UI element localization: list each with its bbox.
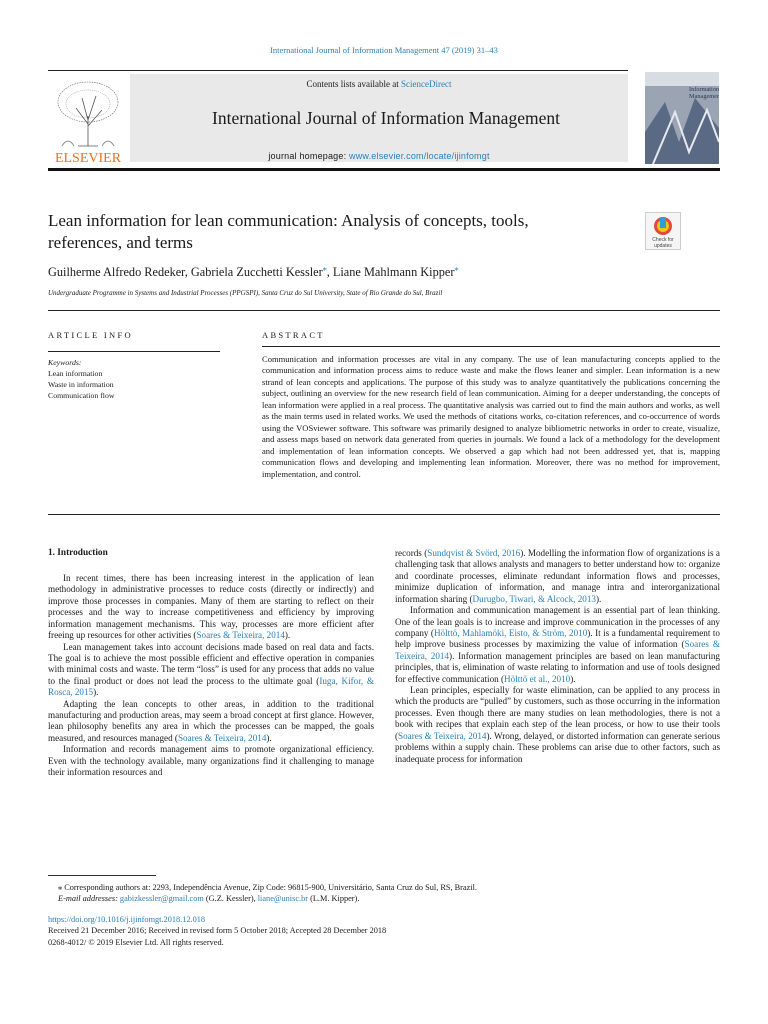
paragraph: In recent times, there has been increasing interest in the application of lean methodology in administrative processes to reduce costs (directly or indirectly) and improve those processes in companies. Many of them are starting to reflect on their processes and the way to increase competitiveness and efficiency by improving information management mechanisms. This way, processes are more efficient after freeing up resources for other activities (Soares & Teixeira, 2014). — [48, 573, 374, 641]
article-info-label: ARTICLE INFO — [48, 330, 133, 340]
citation-link[interactable]: Durugbo, Tiwari, & Alcock, 2013 — [472, 593, 596, 604]
cover-title-2: Management — [689, 93, 719, 100]
email-line: E-mail addresses: gabizkessler@gmail.com (G.Z. Kessler), liane@unisc.br (L.M. Kipper). — [58, 894, 360, 904]
paragraph: Adapting the lean concepts to other areas, in addition to the traditional manufacturing and production areas, may seem a broad concept at first glance. However, lean philosophy benefits any area in which the processes can be mapped, the goals measured, and resources managed (Soares & Teixeira, 2014). — [48, 698, 374, 743]
author-star-link-2[interactable]: ⁎ — [454, 264, 459, 273]
author-kipper: Liane Mahlmann Kipper — [332, 265, 455, 280]
paragraph: Lean principles, especially for waste elimination, can be applied to any process in which the products are “pulled” by customers, such as those occurring in the information processes. Even though there are many studies on lean methodologies, there is not a book with recipes that explain each step of the lean process, or how to use their tools (Soares & Teixeira, 2014). Wrong, delayed, or distorted information can generate serious problems within a supply chain. These problems can arise due to other factors, such as inadequate process for information — [395, 685, 720, 764]
citation-link[interactable]: Iuga, Kifor, & Rosca, 2015 — [48, 675, 374, 698]
keyword-item: Lean information — [48, 369, 103, 378]
email-label: E-mail addresses: — [58, 894, 120, 904]
article-dates: Received 21 December 2016; Received in revised form 5 October 2018; Accepted 28 December 2018 — [48, 926, 387, 936]
homepage-prefix: journal homepage: — [268, 151, 349, 161]
citation-link[interactable]: Soares & Teixeira, 2014 — [395, 639, 720, 661]
cover-title-1: Information — [689, 86, 719, 93]
elsevier-tree-icon — [48, 76, 128, 164]
author-star-link[interactable]: ⁎ — [322, 264, 327, 273]
crossmark-label-1: Check for — [652, 237, 674, 243]
top-rule — [48, 70, 628, 71]
journal-cover-image — [645, 72, 719, 164]
article-title-line-1: Lean information for lean communication: Analysis of concepts, tools, — [48, 211, 529, 230]
running-head[interactable]: International Journal of Information Management 47 (2019) 31–43 — [270, 45, 498, 55]
citation-link[interactable]: Soares & Teixeira, 2014 — [398, 730, 487, 741]
citation-link[interactable]: Soares & Teixeira, 2014 — [196, 630, 285, 641]
article-title — [48, 210, 628, 254]
journal-title: International Journal of Information Management — [212, 108, 560, 128]
footnote-rule — [48, 875, 156, 876]
article-metadata — [48, 914, 720, 948]
footnote — [48, 882, 720, 905]
contents-prefix: Contents lists available at — [306, 79, 401, 89]
contents-line — [130, 79, 628, 89]
sciencedirect-link[interactable]: ScienceDirect — [401, 79, 452, 89]
abstract-text: Communication and information processes are vital in any company. The use of lean manufacturing concepts applied to the communication and information process aims to reduce waste and make the flows leaner and simpler. Lean information is a new strand of lean concepts and applications. The purpose of this study was to analyze quantitatively the publications concerning the subject, outlining an overview for the new research field of lean communication. Aiming for a deeper understanding, the concepts of lean information were applied in a real process. The quantitative analysis was carried out to find the main authors and works, as well as the main terms used in related works. We used the methods of citations works, co-citation references, and co-occurrence of words using the VOSviewer software. This software was primarily designed to analyze bibliometric networks in order to create, visualize, and assess maps based on network data generated from queries in journals. We found a lack of a methodology for the development and implementation of lean information concepts. We observed a gap which had not been addressed yet, that is, mapping communication flows and developing and implementing lean information. Moreover, there was no method for improvement, implementation, and control. — [262, 354, 720, 479]
email-link[interactable]: gabizkessler@gmail.com — [119, 894, 204, 904]
author-list — [48, 264, 688, 280]
author-separator: , — [326, 265, 333, 280]
copyright-line: 0268-4012/ © 2019 Elsevier Ltd. All rights reserved. — [48, 937, 224, 947]
citation-link[interactable]: Hölttö et al., 2010 — [504, 673, 571, 684]
keyword-item: Communication flow — [48, 391, 115, 400]
paragraph: records (Sundqvist & Svörd, 2016). Modelling the information flow of organizations is a challenging task that allows analysts and managers to better understand how to: organize and coordinate processes, eliminate redundant information flows and processes, minimize duplication of information, and manage intra and interorganizational information sharing (Durugbo, Tiwari, & Alcock, 2013). — [395, 548, 720, 604]
affiliation: Undergraduate Programme in Systems and Industrial Processes (PPGSPI), Santa Cruz do Sul University, State of Rio Grande do Sul, Brazil — [48, 289, 443, 297]
title-block-rule — [48, 310, 720, 311]
paragraph: Information and communication management is an essential part of lean thinking. One of the lean goals is to increase and improve communication in the processes of any company (Hölttö, Mahlamöki, Eisto, & Ström, 2010). It is a fundamental requirement to help improve business processes by maximizing the value of information (Soares & Teixeira, 2014). Information management principles are based on lean manufacturing principles, that is, elimination of waste relating to information and use of tools designed for effective communication (Hölttö et al., 2010). — [395, 605, 720, 684]
check-for-updates-icon — [645, 212, 681, 250]
elsevier-logo — [48, 76, 128, 164]
citation-link[interactable]: Sundqvist & Svörd, 2016 — [427, 548, 521, 558]
authors-names: Guilherme Alfredo Redeker, Gabriela Zucchetti Kessler — [48, 265, 323, 280]
crossmark-button[interactable] — [645, 212, 681, 250]
article-title-line-2: references, and terms — [48, 233, 193, 252]
paragraph: Information and records management aims to promote organizational efficiency. Even with the technology available, many organizations find it challenging to manage their information resources and — [48, 744, 374, 778]
keyword-item: Waste in information — [48, 380, 114, 389]
doi-link[interactable]: https://doi.org/10.1016/j.ijinfomgt.2018.12.018 — [48, 915, 206, 924]
keywords-heading: Keywords: — [48, 358, 82, 367]
keywords-block — [48, 357, 220, 401]
journal-cover — [645, 72, 719, 164]
citation-link[interactable]: Hölttö, Mahlamöki, Eisto, & Ström, 2010 — [433, 627, 588, 638]
citation-link[interactable]: Soares & Teixeira, 2014 — [177, 732, 267, 743]
section-heading-introduction: 1. Introduction — [48, 548, 108, 558]
homepage-link[interactable]: www.elsevier.com/locate/ijinfomgt — [349, 151, 490, 161]
body-column-right — [395, 548, 720, 765]
body-column-left — [48, 573, 374, 779]
abstract-bottom-rule — [48, 514, 720, 515]
email-link[interactable]: liane@unisc.br — [257, 894, 309, 904]
article-info-rule — [48, 351, 220, 352]
paragraph: Lean management takes into account decisions made based on real data and facts. The goal is to achieve the most possible efficient and effective operation in companies with minimal costs and waste. The term “loss” is used for any process that adds no value to the final product or does not lead the process to the ultimate goal (Iuga, Kifor, & Rosca, 2015). — [48, 641, 374, 698]
crossmark-label-2: updates — [654, 243, 672, 249]
abstract-label: ABSTRACT — [262, 330, 325, 340]
publisher-name: ELSEVIER — [54, 151, 122, 164]
abstract-rule — [262, 346, 720, 347]
corresponding-author-note: ⁎ Corresponding authors at: 2293, Independência Avenue, Zip Code: 96815-900, Universitário, Santa Cruz do Sul, RS, Brazil. — [58, 883, 477, 892]
header-rule — [48, 168, 720, 171]
journal-homepage — [130, 151, 628, 161]
